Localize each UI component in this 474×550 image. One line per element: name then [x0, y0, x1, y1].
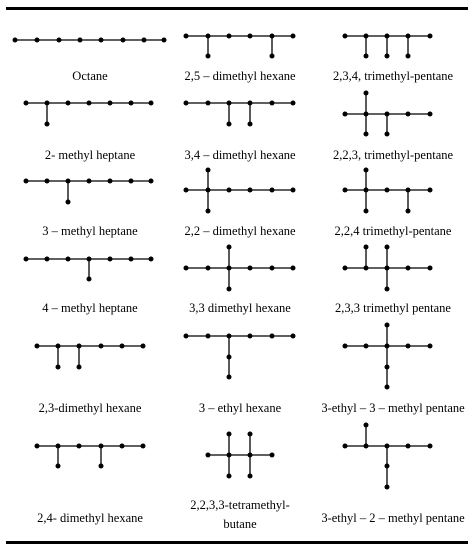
carbon-atom — [364, 91, 369, 96]
carbon-atom — [291, 34, 296, 39]
label-2-2-3-3-tetramethylbutane-line1: 2,2,3,3-tetramethyl- — [190, 498, 290, 512]
carbon-atom — [385, 188, 390, 193]
carbon-atom — [162, 38, 167, 43]
molecule-2-5-dimethylhexane — [184, 34, 296, 59]
carbon-atom — [248, 474, 253, 479]
carbon-atom — [385, 485, 390, 490]
carbon-atom — [343, 188, 348, 193]
carbon-atom — [99, 344, 104, 349]
carbon-atom — [364, 168, 369, 173]
carbon-atom — [206, 168, 211, 173]
molecule-2-2-dimethylhexane — [184, 168, 296, 214]
carbon-atom — [385, 344, 390, 349]
carbon-atom — [428, 444, 433, 449]
carbon-atom — [206, 54, 211, 59]
carbon-atom — [248, 266, 253, 271]
carbon-atom — [227, 375, 232, 380]
carbon-atom — [149, 257, 154, 262]
carbon-atom — [343, 344, 348, 349]
carbon-atom — [184, 334, 189, 339]
carbon-atom — [24, 101, 29, 106]
carbon-atom — [227, 453, 232, 458]
carbon-atom — [57, 38, 62, 43]
carbon-atom — [184, 188, 189, 193]
label-3-methylheptane: 3 – methyl heptane — [42, 224, 138, 238]
carbon-atom — [141, 444, 146, 449]
carbon-atom — [270, 334, 275, 339]
carbon-atom — [270, 34, 275, 39]
carbon-atom — [343, 112, 348, 117]
carbon-atom — [364, 132, 369, 137]
carbon-atom — [45, 122, 50, 127]
carbon-atom — [78, 38, 83, 43]
carbon-atom — [248, 334, 253, 339]
carbon-atom — [77, 365, 82, 370]
carbon-atom — [206, 266, 211, 271]
carbon-atom — [120, 344, 125, 349]
carbon-atom — [406, 34, 411, 39]
carbon-atom — [184, 101, 189, 106]
carbon-atom — [121, 38, 126, 43]
molecule-3-4-dimethylhexane — [184, 101, 296, 127]
carbon-atom — [99, 464, 104, 469]
carbon-atom — [206, 34, 211, 39]
carbon-atom — [385, 54, 390, 59]
label-2-3-dimethylhexane: 2,3-dimethyl hexane — [38, 401, 142, 415]
carbon-atom — [248, 453, 253, 458]
carbon-atom — [364, 266, 369, 271]
carbon-atom — [385, 323, 390, 328]
carbon-atom — [406, 54, 411, 59]
carbon-atom — [99, 444, 104, 449]
carbon-atom — [385, 34, 390, 39]
molecule-octane — [13, 38, 167, 43]
carbon-atom — [45, 101, 50, 106]
carbon-atom — [108, 257, 113, 262]
carbon-atom — [406, 112, 411, 117]
carbon-atom — [364, 54, 369, 59]
label-3-ethyl-2-methylpentane: 3-ethyl – 2 – methyl pentane — [321, 511, 465, 525]
molecule-3-ethylhexane — [184, 334, 296, 380]
molecule-4-methylheptane — [24, 257, 154, 282]
carbon-atom — [291, 188, 296, 193]
carbon-atom — [45, 257, 50, 262]
carbon-atom — [385, 132, 390, 137]
carbon-atom — [248, 122, 253, 127]
carbon-atom — [364, 209, 369, 214]
molecule-2-methylheptane — [24, 101, 154, 127]
carbon-atom — [227, 287, 232, 292]
carbon-atom — [45, 179, 50, 184]
carbon-atom — [227, 34, 232, 39]
molecule-2-3-3-trimethylpentane — [343, 245, 433, 292]
carbon-atom — [428, 344, 433, 349]
carbon-atom — [56, 344, 61, 349]
carbon-atom — [385, 444, 390, 449]
carbon-atom — [364, 444, 369, 449]
carbon-atom — [291, 334, 296, 339]
carbon-atom — [248, 432, 253, 437]
carbon-atom — [270, 101, 275, 106]
label-octane: Octane — [72, 69, 108, 83]
carbon-atom — [343, 34, 348, 39]
carbon-atom — [184, 266, 189, 271]
carbon-atom — [227, 355, 232, 360]
carbon-atom — [120, 444, 125, 449]
carbon-atom — [248, 188, 253, 193]
label-3-ethylhexane: 3 – ethyl hexane — [198, 401, 282, 415]
carbon-atom — [248, 34, 253, 39]
carbon-atom — [206, 188, 211, 193]
carbon-atom — [406, 209, 411, 214]
carbon-atom — [142, 38, 147, 43]
carbon-atom — [24, 257, 29, 262]
carbon-atom — [291, 266, 296, 271]
carbon-atom — [364, 245, 369, 250]
carbon-atom — [270, 266, 275, 271]
carbon-atom — [227, 188, 232, 193]
label-2-2-3-3-tetramethylbutane-line2: butane — [223, 517, 257, 531]
carbon-atom — [270, 54, 275, 59]
carbon-atom — [385, 464, 390, 469]
label-4-methylheptane: 4 – methyl heptane — [42, 301, 138, 315]
carbon-atom — [66, 179, 71, 184]
label-3-ethyl-3-methylpentane: 3-ethyl – 3 – methyl pentane — [321, 401, 465, 415]
carbon-atom — [291, 101, 296, 106]
label-2-4-dimethylhexane: 2,4- dimethyl hexane — [37, 511, 143, 525]
carbon-atom — [343, 266, 348, 271]
label-3-3-dimethylhexane: 3,3 dimethyl hexane — [189, 301, 291, 315]
molecule-2-2-4-trimethylpentane — [343, 168, 433, 214]
carbon-atom — [149, 101, 154, 106]
carbon-atom — [56, 464, 61, 469]
carbon-atom — [364, 188, 369, 193]
molecule-2-2-3-trimethylpentane — [343, 91, 433, 137]
label-3-4-dimethylhexane: 3,4 – dimethyl hexane — [184, 148, 296, 162]
carbon-atom — [108, 179, 113, 184]
label-2-2-dimethylhexane: 2,2 – dimethyl hexane — [184, 224, 296, 238]
molecule-3-methylheptane — [24, 179, 154, 205]
carbon-atom — [56, 365, 61, 370]
label-2-2-4-trimethylpentane: 2,2,4 trimethyl-pentane — [334, 224, 452, 238]
carbon-atom — [141, 344, 146, 349]
carbon-atom — [270, 453, 275, 458]
carbon-atom — [129, 179, 134, 184]
molecule-3-3-dimethylhexane — [184, 245, 296, 292]
carbon-atom — [87, 277, 92, 282]
carbon-atom — [87, 179, 92, 184]
carbon-atom — [99, 38, 104, 43]
carbon-atom — [206, 101, 211, 106]
carbon-atom — [35, 38, 40, 43]
carbon-atom — [428, 266, 433, 271]
carbon-atom — [77, 444, 82, 449]
carbon-atom — [66, 257, 71, 262]
molecule-2-4-dimethylhexane — [35, 444, 146, 469]
carbon-atom — [227, 334, 232, 339]
carbon-atom — [206, 209, 211, 214]
molecule-2-3-dimethylhexane — [35, 344, 146, 370]
carbon-atom — [87, 101, 92, 106]
carbon-atom — [385, 287, 390, 292]
carbon-atom — [227, 101, 232, 106]
carbon-atom — [66, 200, 71, 205]
carbon-atom — [385, 365, 390, 370]
carbon-atom — [428, 188, 433, 193]
carbon-atom — [66, 101, 71, 106]
carbon-atom — [184, 34, 189, 39]
carbon-atom — [227, 266, 232, 271]
carbon-atom — [24, 179, 29, 184]
carbon-atom — [129, 101, 134, 106]
carbon-atom — [385, 266, 390, 271]
carbon-atom — [56, 444, 61, 449]
label-2-3-3-trimethylpentane: 2,3,3 trimethyl pentane — [335, 301, 451, 315]
molecule-2-2-3-3-tetramethylbutane — [206, 432, 275, 479]
carbon-atom — [13, 38, 18, 43]
label-2-methylheptane: 2- methyl heptane — [44, 148, 136, 162]
carbon-atom — [149, 179, 154, 184]
carbon-atom — [227, 245, 232, 250]
label-2-2-3-trimethylpentane: 2,2,3, trimethyl-pentane — [332, 148, 454, 162]
carbon-atom — [77, 344, 82, 349]
carbon-atom — [364, 423, 369, 428]
carbon-atom — [343, 444, 348, 449]
label-2-5-dimethylhexane: 2,5 – dimethyl hexane — [184, 69, 296, 83]
carbon-atom — [227, 432, 232, 437]
carbon-atom — [108, 101, 113, 106]
carbon-atom — [227, 474, 232, 479]
carbon-atom — [87, 257, 92, 262]
carbon-atom — [385, 112, 390, 117]
carbon-atom — [428, 34, 433, 39]
carbon-atom — [406, 344, 411, 349]
carbon-atom — [35, 344, 40, 349]
carbon-atom — [206, 453, 211, 458]
label-2-3-4-trimethylpentane: 2,3,4, trimethyl-pentane — [332, 69, 454, 83]
carbon-atom — [364, 34, 369, 39]
carbon-atom — [206, 334, 211, 339]
carbon-atom — [35, 444, 40, 449]
carbon-atom — [406, 188, 411, 193]
carbon-atom — [227, 122, 232, 127]
molecule-2-3-4-trimethylpentane — [343, 34, 433, 59]
carbon-atom — [428, 112, 433, 117]
carbon-atom — [364, 344, 369, 349]
carbon-atom — [270, 188, 275, 193]
carbon-atom — [406, 444, 411, 449]
molecule-3-ethyl-3-methylpentane — [343, 323, 433, 390]
carbon-atom — [248, 101, 253, 106]
carbon-atom — [385, 385, 390, 390]
carbon-atom — [129, 257, 134, 262]
carbon-atom — [385, 245, 390, 250]
molecule-3-ethyl-2-methylpentane — [343, 423, 433, 490]
carbon-atom — [406, 266, 411, 271]
carbon-atom — [364, 112, 369, 117]
